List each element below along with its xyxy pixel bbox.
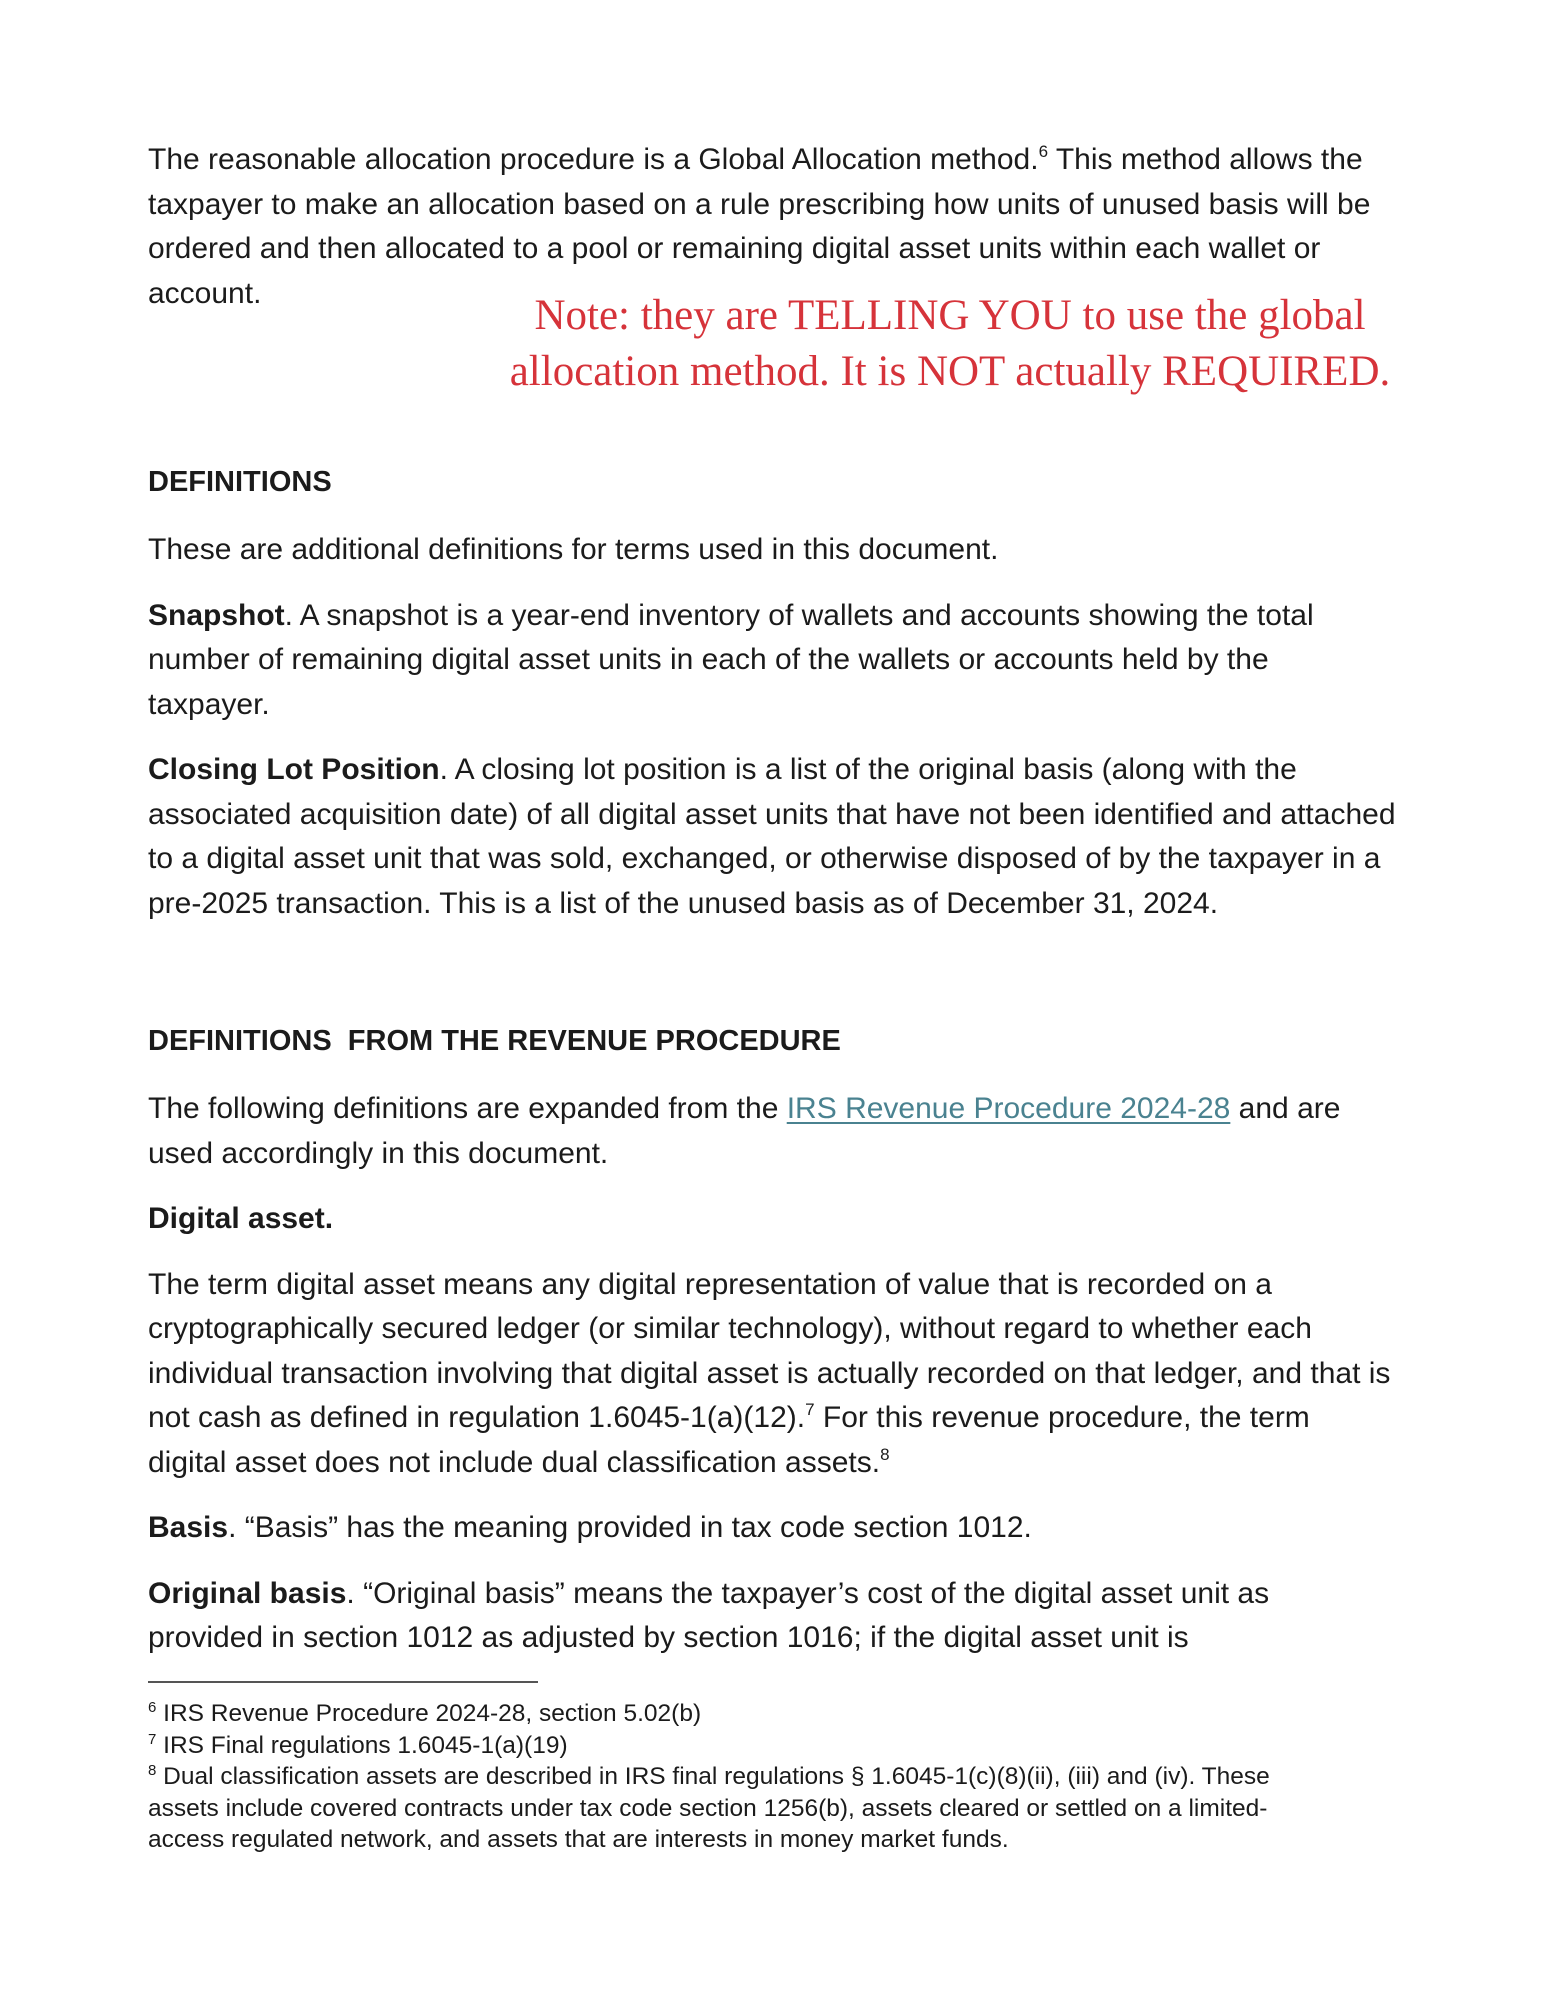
rev-proc-heading: DEFINITIONS FROM THE REVENUE PROCEDURE [148,1025,841,1057]
footnote-number: 6 [148,1699,157,1716]
annotation-line-2: allocation method. It is NOT actually REQUIRED. [509,348,1391,395]
footnote-number: 7 [148,1730,157,1748]
definition-text: . A snapshot is a year-end inventory of wallets and accounts showing the total number of remaining digital asset units in each of the wallets or accounts held by the taxpayer. [148,598,1314,721]
definition-original-basis [148,1572,1348,1661]
definition-text: The term digital asset means any digital representation of value that is recorded on a cryptographically secured ledger (or similar technology), without regard to whether each individual transaction involving that digital asset is actually recorded on that ledger, and that is not cash as defined in regulation 1.6045-1(a)(12). [148,1267,1391,1434]
footnote-ref-8[interactable]: 8 [880,1444,890,1464]
term-original-basis: Original basis [148,1576,347,1610]
footnote-text: Dual classification assets are described in IRS final regulations § 1.6045-1(c)(8)(ii), (iii) and (iv). These assets include covered contracts under tax code section 1256(b), assets cleared or settled on a limited-access regulated network, and assets that are interests in money market funds. [148,1763,1270,1853]
intro-text-cont: and are used accordingly in this document. [148,1092,1341,1170]
intro-text-cont: This method allows the taxpayer to make an allocation based on a rule prescribing how units of unused basis will be ordered and then allocated to a pool or remaining digital asset units within each wallet or account. [148,143,1371,310]
handwritten-annotation [440,288,1460,400]
definitions-intro: These are additional definitions for terms used in this document. [148,533,999,566]
rev-proc-intro [148,1087,1398,1176]
footnote-ref-6[interactable]: 6 [1038,142,1049,161]
definition-digital-asset [148,1263,1393,1486]
annotation-line-1: Note: they are TELLING YOU to use the global [534,292,1366,339]
definition-text: . “Original basis” means the taxpayer’s cost of the digital asset unit as provided in section 1012 as adjusted by section 1016; if the digital asset unit is [148,1576,1270,1654]
digital-asset-heading: Digital asset. [148,1202,334,1235]
definition-text-cont: For this revenue procedure, the term digital asset does not include dual classification assets. [148,1401,1310,1479]
term-basis: Basis [148,1511,229,1544]
term-snapshot: Snapshot [148,598,285,632]
footnote-ref-7[interactable]: 7 [805,1400,815,1419]
irs-rev-proc-link[interactable]: IRS Revenue Procedure 2024-28 [786,1092,1231,1125]
footnote-6 [148,1698,1398,1730]
definition-closing-lot-position [148,748,1398,926]
term-digital-asset [148,1197,1398,1242]
footnote-number: 8 [148,1762,157,1779]
definition-text: . A closing lot position is a list of the original basis (along with the associated acquisition date) of all digital asset units that have not been identified and attached to a digital asset unit that was sold, exchanged, or otherwise disposed of by the taxpayer in a pre-2025 transaction. This is a list of the unused basis as of December 31, 2024. [148,753,1396,920]
footnote-text: IRS Final regulations 1.6045-1(a)(19) [156,1731,568,1759]
definition-snapshot [148,594,1398,728]
definitions-heading: DEFINITIONS [148,466,332,498]
intro-text: The reasonable allocation procedure is a Global Allocation method. [148,143,1039,176]
footnote-text: IRS Revenue Procedure 2024-28, section 5.02(b) [156,1700,702,1727]
definition-basis [148,1506,1398,1551]
footnote-7 [148,1730,1398,1762]
definition-text: . “Basis” has the meaning provided in tax code section 1012. [228,1511,1032,1544]
footnote-separator [148,1681,538,1683]
footnote-8 [148,1761,1318,1856]
intro-text: The following definitions are expanded from the [148,1092,787,1125]
term-closing-lot-position: Closing Lot Position [148,753,440,786]
footnotes [148,1698,1398,1856]
